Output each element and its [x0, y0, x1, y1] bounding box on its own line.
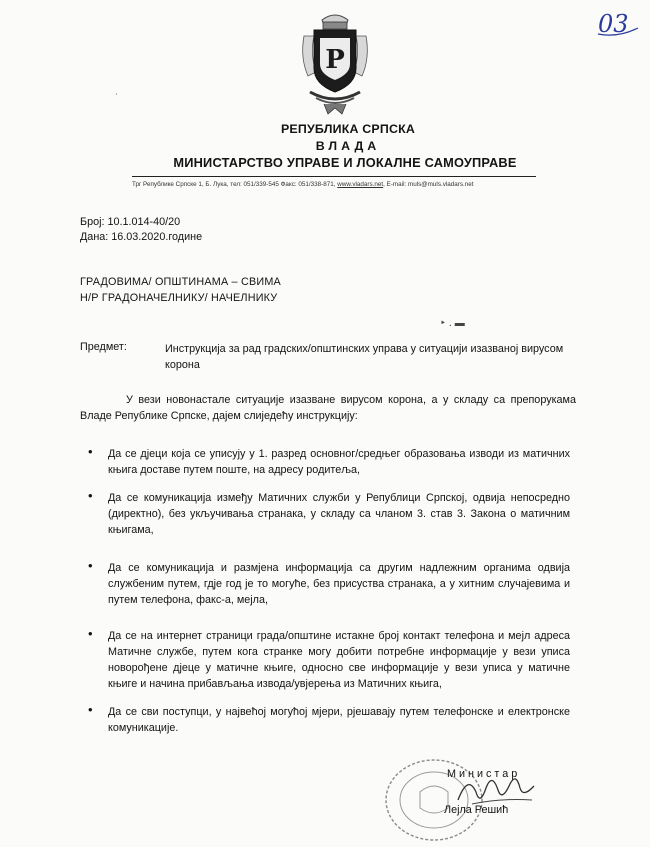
instruction-item-4: Да се на интернет страници града/општине истакне број контакт телефона и мејл адреса Матичне службе, путем кога странке могу добити потребне информације у вези уписа новорођене дјеце у матичне књиге, односно све информације у вези уписа у матичне књиге и начина прибављања извода/увјерења из Матичних књига, [108, 630, 570, 690]
bullet-marker: • [88, 626, 93, 641]
contact-email: , E-mail: muls@muls.vladars.net [383, 181, 474, 188]
handwritten-page-number [594, 8, 642, 38]
contact-website-link[interactable]: www.vladars.net [337, 181, 384, 188]
bullet-marker: • [88, 444, 93, 459]
instruction-item-3: Да се комуникација и размјена информација са другим надлежним органима одвија службеним путем, гдје год је то могуће, без присуства странака, а у хитним случајевима и путем телефона, факс-а, мејла, [108, 562, 570, 606]
header-republic: РЕПУБЛИКА СРПСКА [280, 122, 416, 136]
header-government: ВЛАДА [315, 139, 381, 153]
header-ministry: МИНИСТАРСТВО УПРАВЕ И ЛОКАЛНЕ САМОУПРАВЕ [173, 155, 517, 170]
signature-title: Министар [447, 768, 521, 780]
header-contact-line [132, 181, 552, 188]
scan-artifact: ‣ ․ ▬ [440, 318, 465, 329]
instruction-item-2: Да се комуникација између Матичних служби у Републици Српској, одвија непосредно (директно), без укључивања странака, у складу са чланом 3. став 3. Закона о матичним књигама, [108, 492, 570, 536]
instruction-item-1: Да се дјеци која се уписују у 1. разред основног/средњег образовања изводи из матичних књига доставе путем поште, на адресу родитеља, [108, 448, 570, 476]
subject-text: Инструкција за рад градских/општинских управа у ситуацији изазваној вирусом корона [165, 343, 564, 371]
instruction-item-5: Да се сви поступци, у највећој могућој мјери, рјешавају путем телефонске и електронске комуникације. [108, 706, 570, 734]
bullet-marker: • [88, 702, 93, 717]
document-number: Број: 10.1.014-40/20 [80, 216, 181, 228]
svg-text:Р: Р [325, 45, 345, 75]
document-date: Дана: 16.03.2020.године [80, 231, 203, 243]
signatory-name: Лејла Решић [444, 804, 509, 816]
bullet-marker: • [88, 488, 93, 503]
subject-label: Предмет: [80, 341, 127, 353]
intro-paragraph: У вези новонастале ситуације изазване вирусом корона, а у складу са препорукама Владе Републике Српске, дајем слиједећу инструкцију: [80, 394, 576, 422]
header-divider [132, 176, 536, 177]
recipient-line-2: Н/Р ГРАДОНАЧЕЛНИКУ/ НАЧЕЛНИКУ [80, 292, 278, 304]
coat-of-arms-emblem [298, 8, 372, 120]
svg-text:03: 03 [598, 10, 629, 38]
contact-address: Трг Републике Српске 1, Б. Лука, тел: 051/339-545 Факс: 051/338-871, [132, 181, 336, 188]
recipient-line-1: ГРАДОВИМА/ ОПШТИНАМА – СВИМА [80, 276, 281, 288]
scan-speck: ˈ [115, 93, 119, 104]
bullet-marker: • [88, 558, 93, 573]
